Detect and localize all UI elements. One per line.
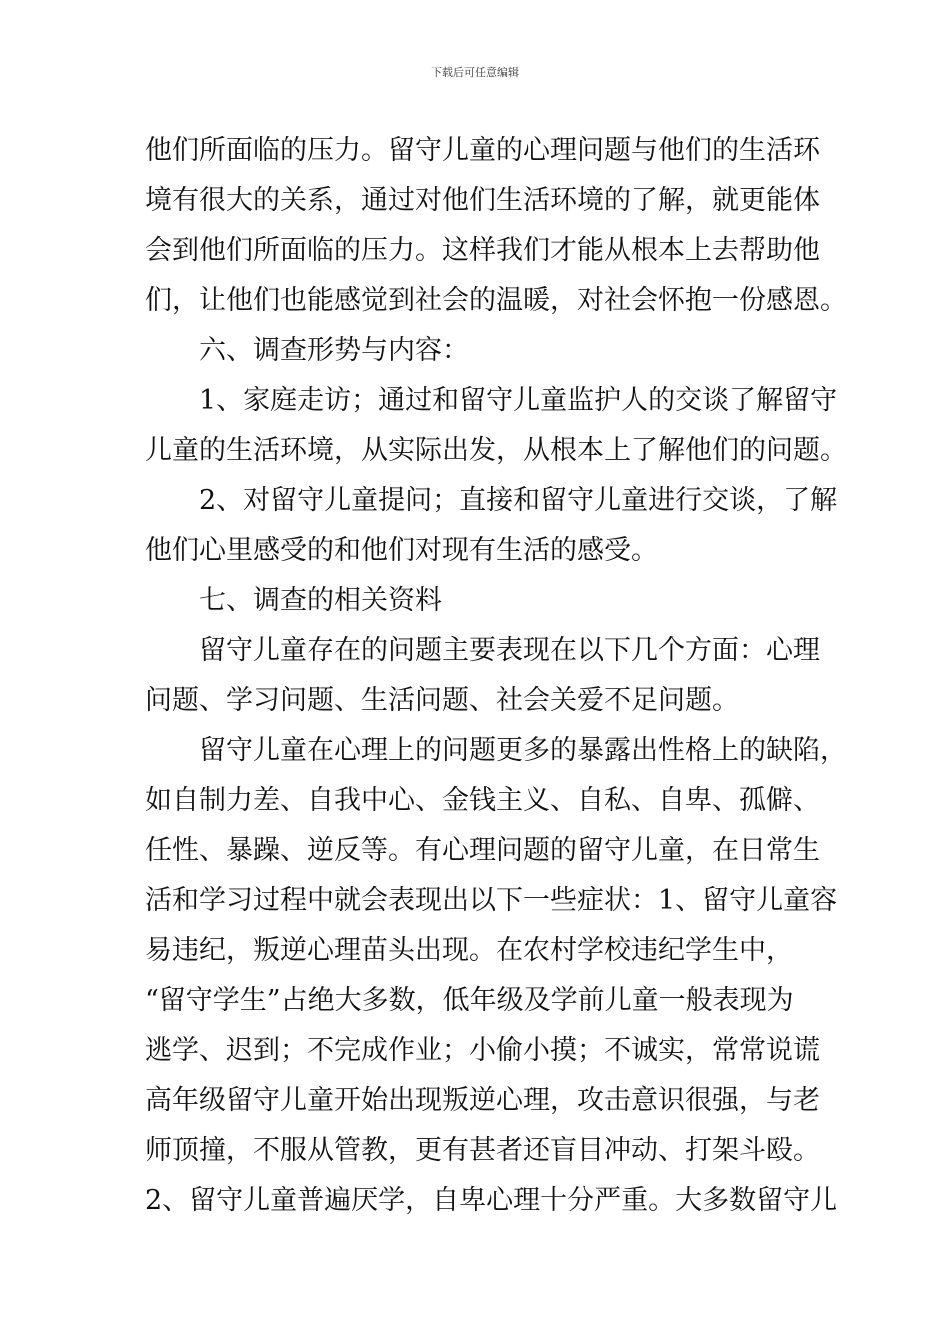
text-line: 境有很大的关系，通过对他们生活环境的了解，就更能体 — [145, 185, 820, 216]
text-line: 逃学、迟到；不完成作业；小偷小摸；不诚实，常常说谎 — [145, 1035, 820, 1066]
text-line: 问题、学习问题、生活问题、社会关爱不足问题。 — [145, 685, 739, 716]
text-line: 他们心里感受的和他们对现有生活的感受。 — [145, 535, 658, 566]
text-line: 如自制力差、自我中心、金钱主义、自私、自卑、孤僻、 — [145, 785, 820, 816]
text-line: 任性、暴躁、逆反等。有心理问题的留守儿童，在日常生 — [145, 835, 820, 866]
text-line: 留守儿童在心理上的问题更多的暴露出性格上的缺陷， — [145, 735, 847, 766]
text-line: 们，让他们也能感觉到社会的温暖，对社会怀抱一份感恩。 — [145, 285, 847, 316]
text-line: 1、家庭走访；通过和留守儿童监护人的交谈了解留守 — [145, 385, 838, 416]
text-line: 师顶撞，不服从管教，更有甚者还盲目冲动、打架斗殴。 — [145, 1135, 820, 1166]
text-line: 2、留守儿童普遍厌学，自卑心理十分严重。大多数留守儿 — [145, 1185, 838, 1216]
section-heading-6: 六、调查形势与内容： — [145, 335, 469, 366]
text-line: 留守儿童存在的问题主要表现在以下几个方面：心理 — [145, 635, 820, 666]
text-line: 会到他们所面临的压力。这样我们才能从根本上去帮助他 — [145, 235, 820, 266]
body-text — [145, 126, 847, 1226]
text-line: 活和学习过程中就会表现出以下一些症状：1、留守儿童容 — [145, 885, 838, 916]
text-line: 2、对留守儿童提问；直接和留守儿童进行交谈，了解 — [145, 485, 838, 516]
section-heading-7: 七、调查的相关资料 — [145, 585, 442, 616]
text-line: 他们所面临的压力。留守儿童的心理问题与他们的生活环 — [145, 135, 820, 166]
text-line: 儿童的生活环境，从实际出发，从根本上了解他们的问题。 — [145, 435, 847, 466]
text-line: 易违纪，叛逆心理苗头出现。在农村学校违纪学生中， — [145, 935, 793, 966]
header-note: 下载后可任意编辑 — [431, 66, 519, 79]
text-line: “留守学生”占绝大多数，低年级及学前儿童一般表现为 — [145, 985, 794, 1016]
text-line: 高年级留守儿童开始出现叛逆心理，攻击意识很强，与老 — [145, 1085, 820, 1116]
